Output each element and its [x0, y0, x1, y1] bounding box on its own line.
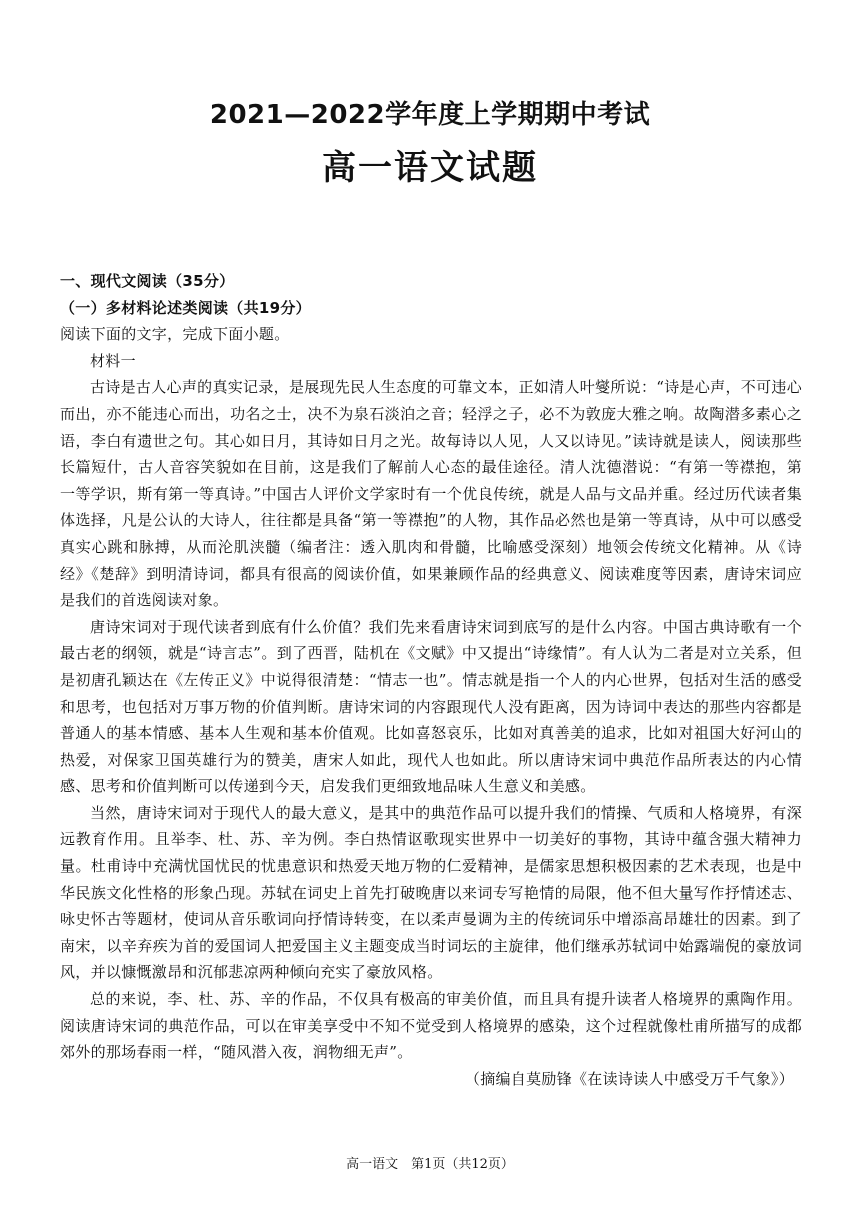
paragraph-3: 当然，唐诗宋词对于现代人的最大意义，是其中的典范作品可以提升我们的情操、气质和人格境界，有深远教育作用。且举李、杜、苏、辛为例。李白热情讴歌现实世界中一切美好的事物，其诗中蕴含强大精神力量。杜甫诗中充满忧国忧民的忧患意识和热爱天地万物的仁爱精神，是儒家思想积极因素的艺术表现，也是中华民族文化性格的形象凸现。苏轼在词史上首先打破晚唐以来词专写艳情的局限，他不但大量写作抒情述志、咏史怀古等题材，使词从音乐歌词向抒情诗转变，在以柔声曼调为主的传统词乐中增添高昂雄壮的因素。到了南宋，以辛弃疾为首的爱国词人把爱国主义主题变成当时词坛的主旋律，他们继承苏轼词中始露端倪的豪放词风，并以慷慨激昂和沉郁悲凉两种倾向充实了豪放风格。: [60, 803, 802, 982]
paragraph-2: 唐诗宋词对于现代读者到底有什么价值？我们先来看唐诗宋词到底写的是什么内容。中国古典诗歌有一个最古老的纲领，就是“诗言志”。到了西晋，陆机在《文赋》中又提出“诗缘情”。有人认为二者是对立关系，但是初唐孔颖达在《左传正义》中说得很清楚：“情志一也”。情志就是指一个人的内心世界，包括对生活的感受和思考，也包括对万事万物的价值判断。唐诗宋词的内容跟现代人没有距离，因为诗词中表达的那些内容都是普通人的基本情感、基本人生观和基本价值观。比如喜怒哀乐，比如对真善美的追求，比如对祖国大好河山的热爱，对保家卫国英雄行为的赞美，唐宋人如此，现代人也如此。所以唐诗宋词中典范作品所表达的内心情感、思考和价值判断可以传递到今天，启发我们更细致地品味人生意义和美感。: [60, 617, 802, 796]
exam-title: 2021—2022学年度上学期期中考试: [209, 100, 651, 130]
instruction-text: 阅读下面的文字，完成下面小题。: [60, 325, 290, 344]
section-subheading: （一）多材料论述类阅读（共19分）: [60, 298, 311, 317]
section-heading: 一、现代文阅读（35分）: [60, 272, 235, 290]
paragraph-1: 古诗是古人心声的真实记录，是展现先民人生态度的可靠文本，正如清人叶燮所说：“诗是心声，不可违心而出，亦不能违心而出，功名之士，决不为泉石淡泊之音；轻浮之子，必不为敦庞大雅之响。故陶潜多素心之语，李白有遗世之句。其心如日月，其诗如日月之光。故每诗以人见，人又以诗见。”读诗就是读人，阅读那些长篇短什，古人音容笑貌如在目前，这是我们了解前人心态的最佳途径。清人沈德潜说：“有第一等襟抱，第一等学识，斯有第一等真诗。”中国古人评价文学家时有一个优良传统，就是人品与文品并重。经过历代读者集体选择，凡是公认的大诗人，往往都是具备“第一等襟抱”的人物，其作品必然也是第一等真诗，从中可以感受真实心跳和脉搏，从而沦肌浃髓（编者注：透入肌肉和骨髓，比喻感受深刻）地领会传统文化精神。从《诗经》《楚辞》到明清诗词，都具有很高的阅读价值，如果兼顾作品的经典意义、阅读难度等因素，唐诗宋词应是我们的首选阅读对象。: [60, 378, 802, 610]
paper-title: 高一语文试题: [322, 148, 538, 188]
page-footer: 高一语文 第1页（共12页）: [346, 1157, 514, 1172]
article-body: [60, 268, 802, 1092]
paragraph-4: 总的来说，李、杜、苏、辛的作品，不仅具有极高的审美价值，而且具有提升读者人格境界的熏陶作用。阅读唐诗宋词的典范作品，可以在审美享受中不知不觉受到人格境界的感染，这个过程就像杜甫所描写的成都郊外的那场春雨一样，“随风潜入夜，润物细无声”。: [60, 990, 802, 1062]
source-citation: （摘编自莫励锋《在读诗读人中感受万千气象》）: [464, 1069, 794, 1088]
material-label: 材料一: [90, 351, 136, 370]
